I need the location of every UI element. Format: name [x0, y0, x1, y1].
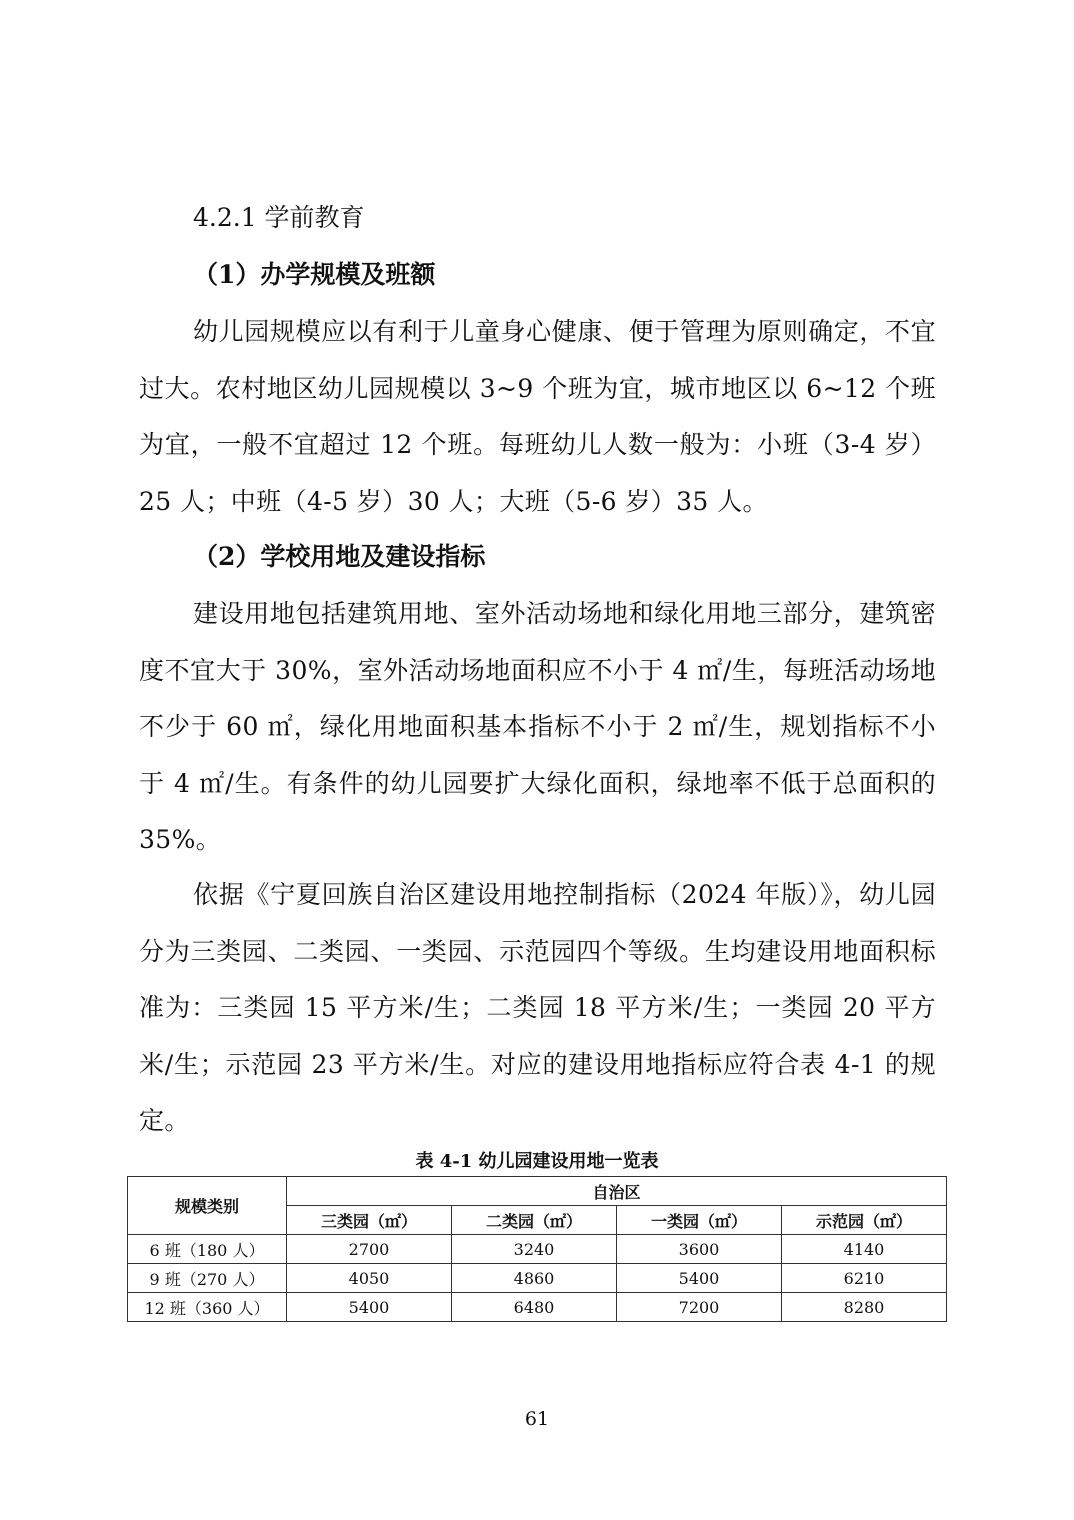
table-row [128, 1293, 947, 1322]
table-cell: 7200 [617, 1293, 782, 1322]
section-heading: 4.2.1 学前教育 [193, 203, 365, 232]
row-label: 9 班（270 人） [128, 1264, 287, 1293]
paragraph-land-standard: 依据《宁夏回族自治区建设用地控制指标（2024 年版）》，幼儿园分为三类园、二类园、一类园、示范园四个等级。生均建设用地面积标准为：三类园 15 平方米/生；二类园 18 平方米/生；一类园 20 平方米/生；示范园 23 平方米/生。对应的建设用地指标应符合表 4-1 的规定。 [139, 880, 936, 1135]
category-header: 规模类别 [128, 1177, 287, 1235]
column-header: 示范园（㎡） [782, 1206, 947, 1235]
subsection-heading-land: （2）学校用地及建设指标 [193, 542, 486, 571]
table-cell: 3600 [617, 1235, 782, 1264]
paragraph-scale: 幼儿园规模应以有利于儿童身心健康、便于管理为原则确定，不宜过大。农村地区幼儿园规模以 3~9 个班为宜，城市地区以 6~12 个班为宜，一般不宜超过 12 个班。每班幼儿人数一般为：小班（3-4 岁）25 人；中班（4-5 岁）30 人；大班（5-6 岁）35 人。 [139, 317, 936, 516]
table-cell: 6210 [782, 1264, 947, 1293]
table-caption: 表 4-1 幼儿园建设用地一览表 [415, 1151, 659, 1172]
table-header-row [128, 1177, 947, 1206]
land-use-table [127, 1176, 947, 1322]
table-cell: 5400 [617, 1264, 782, 1293]
page-number: 61 [524, 1408, 550, 1430]
paragraph-land-use: 建设用地包括建筑用地、室外活动场地和绿化用地三部分，建筑密度不宜大于 30%，室外活动场地面积应不小于 4 ㎡/生，每班活动场地不少于 60 ㎡，绿化用地面积基本指标不小于 2 ㎡/生，规划指标不小于 4 ㎡/生。有条件的幼儿园要扩大绿化面积，绿地率不低于总面积的 35%。 [139, 599, 936, 854]
table-cell: 3240 [452, 1235, 617, 1264]
table-row [128, 1235, 947, 1264]
table-cell: 2700 [287, 1235, 452, 1264]
region-header: 自治区 [287, 1177, 947, 1206]
table-cell: 4860 [452, 1264, 617, 1293]
subsection-heading-scale: （1）办学规模及班额 [193, 260, 436, 289]
column-header: 三类园（㎡） [287, 1206, 452, 1235]
column-header: 二类园（㎡） [452, 1206, 617, 1235]
table-cell: 8280 [782, 1293, 947, 1322]
table-cell: 5400 [287, 1293, 452, 1322]
row-label: 12 班（360 人） [128, 1293, 287, 1322]
table-cell: 4140 [782, 1235, 947, 1264]
row-label: 6 班（180 人） [128, 1235, 287, 1264]
table-cell: 6480 [452, 1293, 617, 1322]
table-row [128, 1264, 947, 1293]
table-cell: 4050 [287, 1264, 452, 1293]
column-header: 一类园（㎡） [617, 1206, 782, 1235]
